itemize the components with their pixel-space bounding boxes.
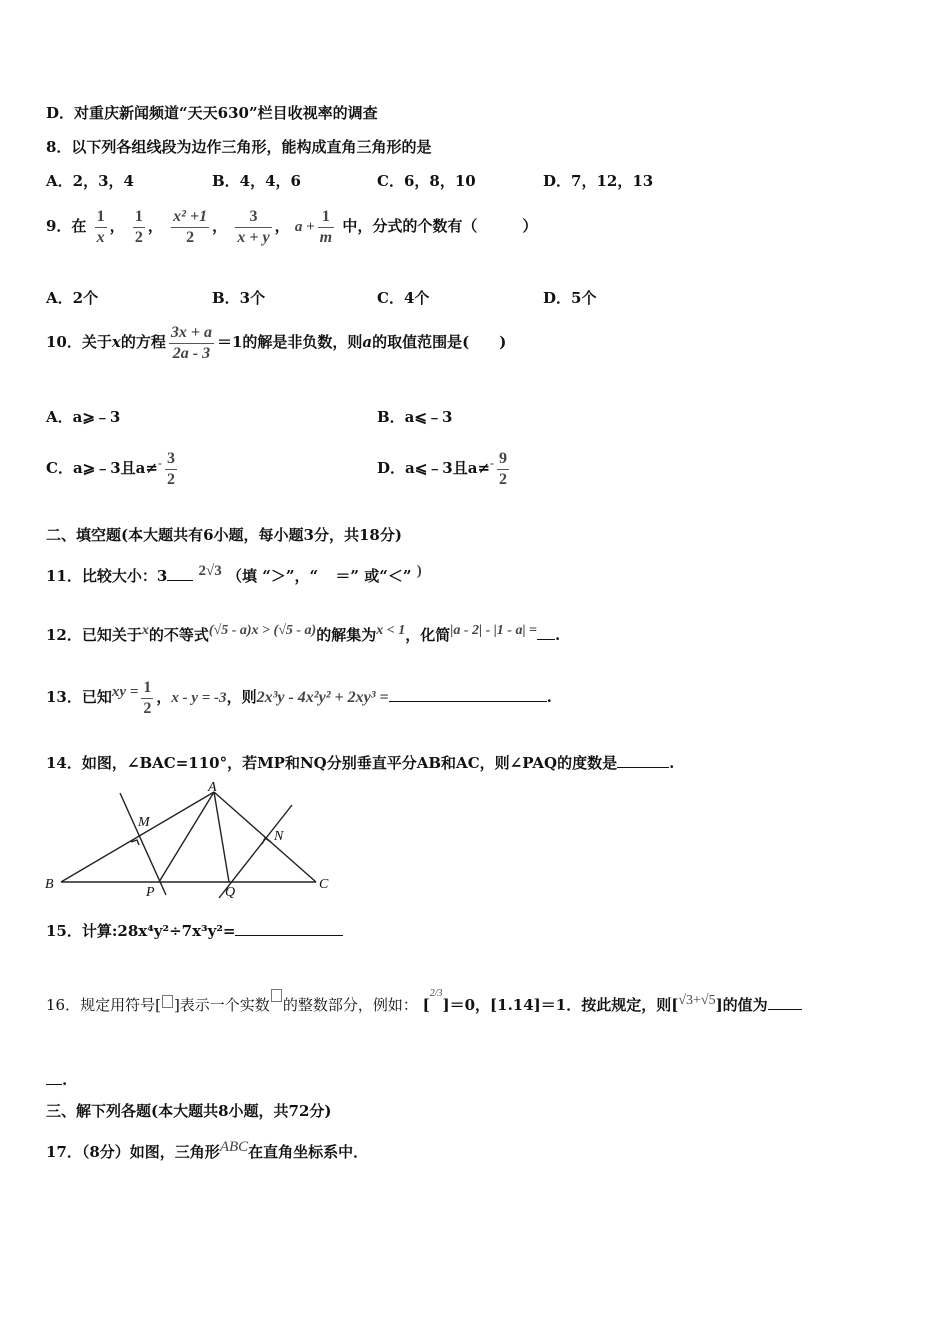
side-ab [61, 792, 214, 882]
q10-option-d: D．a⩽﹣3且a≠- $\frac{9}{2}$ [377, 449, 508, 488]
side-ac [214, 792, 316, 882]
q16-example-fraction: 2/3 [429, 988, 443, 999]
label-c: C [319, 877, 329, 892]
q9-fraction-2: $\frac{1}{2}$ [134, 207, 143, 246]
q9-fraction-5: $\frac{1}{m}$ [319, 207, 333, 246]
q14-stem: 14．如图，∠BAC=110°，若MP和NQ分别垂直平分AB和AC，则∠PAQ的度数是 . [46, 751, 674, 773]
q15-stem: 15．计算:28x⁴y²÷7x³y²= [46, 919, 343, 941]
q14-blank [617, 751, 669, 768]
q16-expr: √3+√5 [678, 993, 716, 1008]
q9-fraction-1: $\frac{1}{x}$ [96, 207, 105, 246]
q13-stem: 13．已知$^{xy =}$ $\frac{1}{2}$ ，x - y = -3，则2x³y - 4x²y² + 2xy³ = . [46, 678, 552, 717]
q9-fraction-4: $\frac{3}{x + y}$ [237, 207, 270, 246]
q16-stem: 16．规定用符号[ ]表示一个实数 的整数部分，例如： [$^{2/3}$]＝0，[1.14]＝1．按此规定，则[$^{√3+√5}$]的值为 [46, 974, 802, 1025]
placeholder-box-icon [271, 989, 282, 1002]
q9-option-b: B．3个 [212, 289, 266, 307]
q17-stem: 17．（8分）如图，三角形$^{ABC}$在直角坐标系中． [46, 1139, 369, 1161]
q10-option-c-fraction: $\frac{3}{2}$ [166, 449, 175, 488]
q10-option-d-fraction: $\frac{9}{2}$ [499, 449, 508, 488]
q16-tail: . [46, 1068, 67, 1090]
placeholder-box-icon [162, 995, 173, 1008]
segment-aq [214, 792, 229, 882]
q9-option-d: D．5个 [543, 289, 597, 307]
q9-prefix: 9．在 [46, 217, 87, 235]
label-a: A [208, 780, 217, 795]
q13-fraction: $\frac{1}{2}$ [143, 678, 152, 717]
q9-fraction-3: $\frac{\text{x² +1}}{2}$ [173, 207, 208, 246]
q9-suffix: 中，分式的个数有（ ） [342, 217, 538, 235]
q10-fraction: $\frac{3x + a}{2a - 3}$ [170, 323, 212, 362]
q9-option-c: C．4个 [377, 289, 430, 307]
q8-option-b: B．4，4，6 [212, 172, 301, 190]
q12-stem: 12．已知关于$^x$的不等式$^{(√5 - a)x > (√5 - a)}$的解集为$^{x < 1}$，化简$^{|a - 2| - |1 - a| =}$ . [46, 623, 561, 644]
q8-option-d: D．7，12，13 [543, 172, 654, 190]
q16-blank-cont [46, 1068, 62, 1085]
section3-title: 三、解下列各题(本大题共8小题，共72分) [46, 1102, 332, 1120]
q12-blank [537, 623, 555, 640]
q7-option-d: D．对重庆新闻频道“天天630”栏目收视率的调查 [46, 104, 378, 122]
q15-expr: 28x⁴y²÷7x³y²= [117, 922, 236, 940]
q8-option-c: C．6，8，10 [377, 172, 476, 190]
q14-triangle-figure [44, 780, 334, 900]
segment-ap [159, 792, 214, 882]
q11-stem: 11．比较大小：3 $^{2√3}$ （填 “＞”，“ ＝” 或“＜” ) [46, 563, 422, 585]
q10-option-b: B．a⩽﹣3 [377, 408, 453, 426]
q10-option-a: A．a⩾﹣3 [46, 408, 121, 426]
q9-expr-5-lead: a + [294, 219, 315, 235]
q15-blank [235, 919, 343, 936]
q10-stem: 10．关于x的方程 $\frac{3x + a}{2a - 3}$ ＝1的解是非负数，则a的取值范围是( ) [46, 323, 507, 362]
q12-inequality: (√5 - a)x > (√5 - a) [208, 623, 317, 638]
q13-blank [389, 685, 547, 702]
q10-option-c: C．a⩾﹣3且a≠- $\frac{3}{2}$ [46, 449, 175, 488]
q12-expr: |a - 2| - |1 - a| = [450, 623, 538, 638]
label-p: P [146, 885, 155, 900]
q16-blank [768, 993, 802, 1010]
q9-stem: 9．在 $\frac{1}{x}$ ， $\frac{1}{2}$ ， $\frac{\text{x² +1}}{2}$ ， $\frac{3}{x + y}$ ， a + $\frac{1}{m}$ 中，分式的个数有（ ） [46, 207, 538, 246]
label-n: N [274, 829, 284, 844]
q8-option-a: A．2，3，4 [46, 172, 134, 190]
label-b: B [45, 877, 54, 892]
q11-expr: 2√3 [198, 563, 222, 579]
label-q: Q [225, 885, 236, 900]
right-angle-n [262, 838, 271, 844]
q13-expr: 2x³y - 4x²y² + 2xy³ = [256, 689, 389, 706]
q11-blank [167, 564, 193, 581]
section2-title: 二、填空题(本大题共有6小题，每小题3分，共18分) [46, 526, 402, 544]
q8-stem: 8．以下列各组线段为边作三角形，能构成直角三角形的是 [46, 138, 432, 156]
label-m: M [138, 815, 150, 830]
q9-option-a: A．2个 [46, 289, 99, 307]
